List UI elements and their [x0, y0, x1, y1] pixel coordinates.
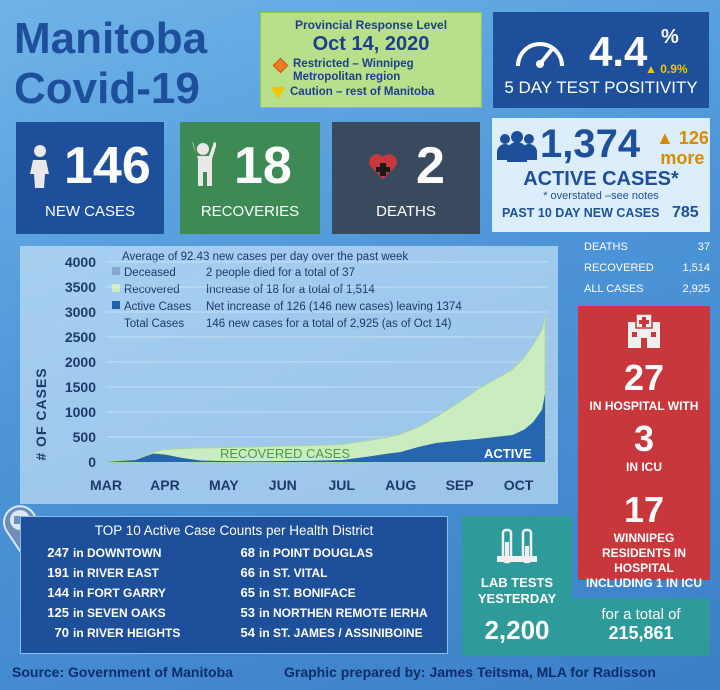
- heart-icon: [368, 152, 398, 180]
- lab-tests-panel: [462, 516, 572, 656]
- positivity-unit: %: [661, 26, 679, 48]
- deaths-value: 2: [416, 137, 445, 195]
- totals-row: [584, 257, 710, 278]
- district-name: in DOWNTOWN: [73, 546, 162, 560]
- cases-chart-panel: [20, 246, 558, 504]
- y-tick-label: 4000: [64, 254, 96, 270]
- active-cases-label: ACTIVE CASES*: [523, 168, 679, 190]
- district-name: in SEVEN OAKS: [73, 606, 166, 620]
- triangle-icon: [271, 87, 285, 99]
- district-count: 53: [240, 605, 255, 620]
- district-item: [39, 605, 166, 620]
- response-date: Oct 14, 2020: [312, 33, 430, 55]
- caution-text: Caution – rest of Manitoba: [290, 86, 435, 98]
- past-10-day-value: 785: [672, 204, 699, 221]
- lab-tests-label: LAB TESTS YESTERDAY: [477, 575, 557, 606]
- x-tick-label: APR: [150, 477, 180, 493]
- y-tick-label: 3500: [64, 279, 96, 295]
- active-more-label: more: [660, 148, 705, 168]
- recoveries-panel: [180, 122, 320, 234]
- district-count: 144: [47, 585, 69, 600]
- test-positivity-panel: [493, 12, 709, 108]
- totals-row: [584, 278, 710, 299]
- legend-swatch: [112, 301, 120, 309]
- district-item: [39, 565, 159, 580]
- positivity-value: 4.4: [589, 28, 648, 75]
- active-more: [656, 128, 709, 168]
- district-name: in ST. VITAL: [259, 566, 328, 580]
- recoveries-value: 18: [234, 137, 292, 195]
- x-tick-label: JUN: [268, 477, 297, 493]
- district-count: 66: [240, 565, 255, 580]
- y-axis-label: # OF CASES: [33, 367, 49, 461]
- new-cases-label: NEW CASES: [44, 203, 135, 220]
- district-item: [225, 625, 423, 640]
- totals-label: DEATHS: [584, 240, 628, 253]
- lab-total-label: for a total of: [601, 606, 681, 623]
- lab-total-value: 215,861: [608, 623, 674, 643]
- recoveries-label: RECOVERIES: [200, 203, 300, 220]
- district-count: 191: [47, 565, 69, 580]
- totals-label: RECOVERED: [584, 261, 654, 274]
- totals-row: [584, 236, 710, 257]
- x-tick-label: AUG: [385, 477, 417, 493]
- active-cases-panel: [492, 118, 710, 232]
- title-line1: Manitoba: [14, 14, 208, 63]
- y-tick-label: 3000: [64, 304, 96, 320]
- district-count: 54: [240, 625, 255, 640]
- x-tick-label: OCT: [503, 477, 534, 493]
- district-name: in ST. JAMES / ASSINIBOINE: [259, 626, 423, 640]
- cases-chart: [20, 246, 558, 504]
- totals-label: ALL CASES: [584, 282, 644, 295]
- recovered-person-icon: [190, 142, 216, 186]
- test-tubes-icon: [497, 526, 537, 566]
- hospital-icon: [624, 314, 664, 348]
- hospital-value: 27: [623, 357, 665, 398]
- district-count: 65: [240, 585, 255, 600]
- restricted-text: Restricted – Winnipeg Metropolitan region: [293, 58, 414, 83]
- caution-row: [261, 86, 481, 99]
- x-tick-label: MAR: [90, 477, 122, 493]
- winnipeg-hospital-value: 17: [623, 489, 665, 530]
- footer-credit: Graphic prepared by: James Teitsma, MLA for Radisson: [284, 664, 656, 680]
- legend-name: Active Cases: [124, 301, 192, 313]
- chart-legend: [112, 267, 462, 330]
- district-count: 68: [240, 545, 255, 560]
- group-icon: [496, 130, 538, 162]
- y-tick-label: 1500: [64, 379, 96, 395]
- positivity-label: 5 DAY TEST POSITIVITY: [504, 78, 698, 97]
- x-axis: [90, 477, 534, 493]
- legend-text: 2 people died for a total of 37: [206, 267, 355, 279]
- legend-name: Recovered: [124, 284, 180, 296]
- legend-text: 146 new cases for a total of 2,925 (as of Oct 14): [206, 318, 452, 330]
- restricted-row: [261, 58, 481, 84]
- district-item: [39, 585, 166, 600]
- legend-swatch: [112, 284, 120, 292]
- lab-tests-value: 2,200: [484, 615, 550, 645]
- lab-total-panel: [572, 598, 710, 656]
- district-name: in RIVER HEIGHTS: [73, 626, 181, 640]
- x-tick-label: MAY: [208, 477, 239, 493]
- x-tick-label: SEP: [445, 477, 474, 493]
- icu-value: 3: [633, 418, 655, 459]
- legend-name: Deceased: [124, 267, 176, 279]
- y-tick-label: 2000: [64, 354, 96, 370]
- legend-name: Total Cases: [124, 318, 185, 330]
- district-item: [39, 625, 180, 640]
- x-tick-label: JUL: [328, 477, 355, 493]
- legend-swatch: [112, 267, 120, 275]
- districts-panel: [20, 516, 448, 654]
- new-cases-value: 146: [64, 137, 151, 195]
- district-name: in RIVER EAST: [73, 566, 160, 580]
- winnipeg-hospital-label: WINNIPEG RESIDENTS IN HOSPITAL INCLUDING 1 IN ICU: [586, 531, 703, 590]
- deaths-label: DEATHS: [376, 203, 436, 220]
- district-item: [225, 605, 428, 620]
- legend-header: Average of 92.43 new cases per day over the past week: [122, 251, 409, 263]
- totals-list: [584, 236, 710, 299]
- district-count: 247: [47, 545, 69, 560]
- active-cases-value: 1,374: [540, 122, 641, 166]
- districts-heading: TOP 10 Active Case Counts per Health District: [94, 523, 374, 538]
- legend-text: Increase of 18 for a total of 1,514: [206, 284, 375, 296]
- district-item: [39, 545, 161, 560]
- response-level-panel: [260, 12, 482, 108]
- hospital-panel: [578, 306, 710, 590]
- response-heading: Provincial Response Level: [294, 18, 448, 32]
- district-name: in NORTHEN REMOTE IERHA: [259, 606, 428, 620]
- active-note: * overstated –see notes: [543, 190, 659, 202]
- totals-value: 37: [697, 240, 710, 253]
- y-tick-label: 2500: [64, 329, 96, 345]
- legend-text: Net increase of 126 (146 new cases) leaving 1374: [206, 301, 462, 313]
- past-10-day-label: PAST 10 DAY NEW CASES: [502, 206, 660, 220]
- active-label: ACTIVE: [484, 446, 532, 461]
- totals-value: 2,925: [682, 282, 710, 295]
- y-tick-label: 0: [88, 454, 96, 470]
- deaths-panel: [332, 122, 480, 234]
- y-tick-label: 500: [72, 429, 96, 445]
- district-count: 125: [47, 605, 69, 620]
- district-name: in ST. BONIFACE: [259, 586, 356, 600]
- positivity-change: ▲ 0.9%: [645, 62, 688, 76]
- district-item: [225, 585, 356, 600]
- district-name: in FORT GARRY: [73, 586, 166, 600]
- district-name: in POINT DOUGLAS: [259, 546, 373, 560]
- active-more-value: ▲ 126: [656, 128, 709, 148]
- hospital-label: IN HOSPITAL WITH: [589, 399, 699, 413]
- district-item: [225, 565, 327, 580]
- page-title: [14, 14, 254, 114]
- footer-source: Source: Government of Manitoba: [12, 664, 233, 680]
- gauge-icon: [513, 30, 567, 70]
- recovered-label: RECOVERED CASES: [220, 446, 351, 461]
- title-line2: Covid-19: [14, 64, 200, 113]
- y-tick-label: 1000: [64, 404, 96, 420]
- district-count: 70: [54, 625, 69, 640]
- sick-person-icon: [28, 144, 54, 188]
- district-item: [225, 545, 373, 560]
- new-cases-panel: [16, 122, 164, 234]
- diamond-icon: [273, 58, 289, 74]
- totals-value: 1,514: [682, 261, 710, 274]
- icu-label: IN ICU: [626, 460, 662, 474]
